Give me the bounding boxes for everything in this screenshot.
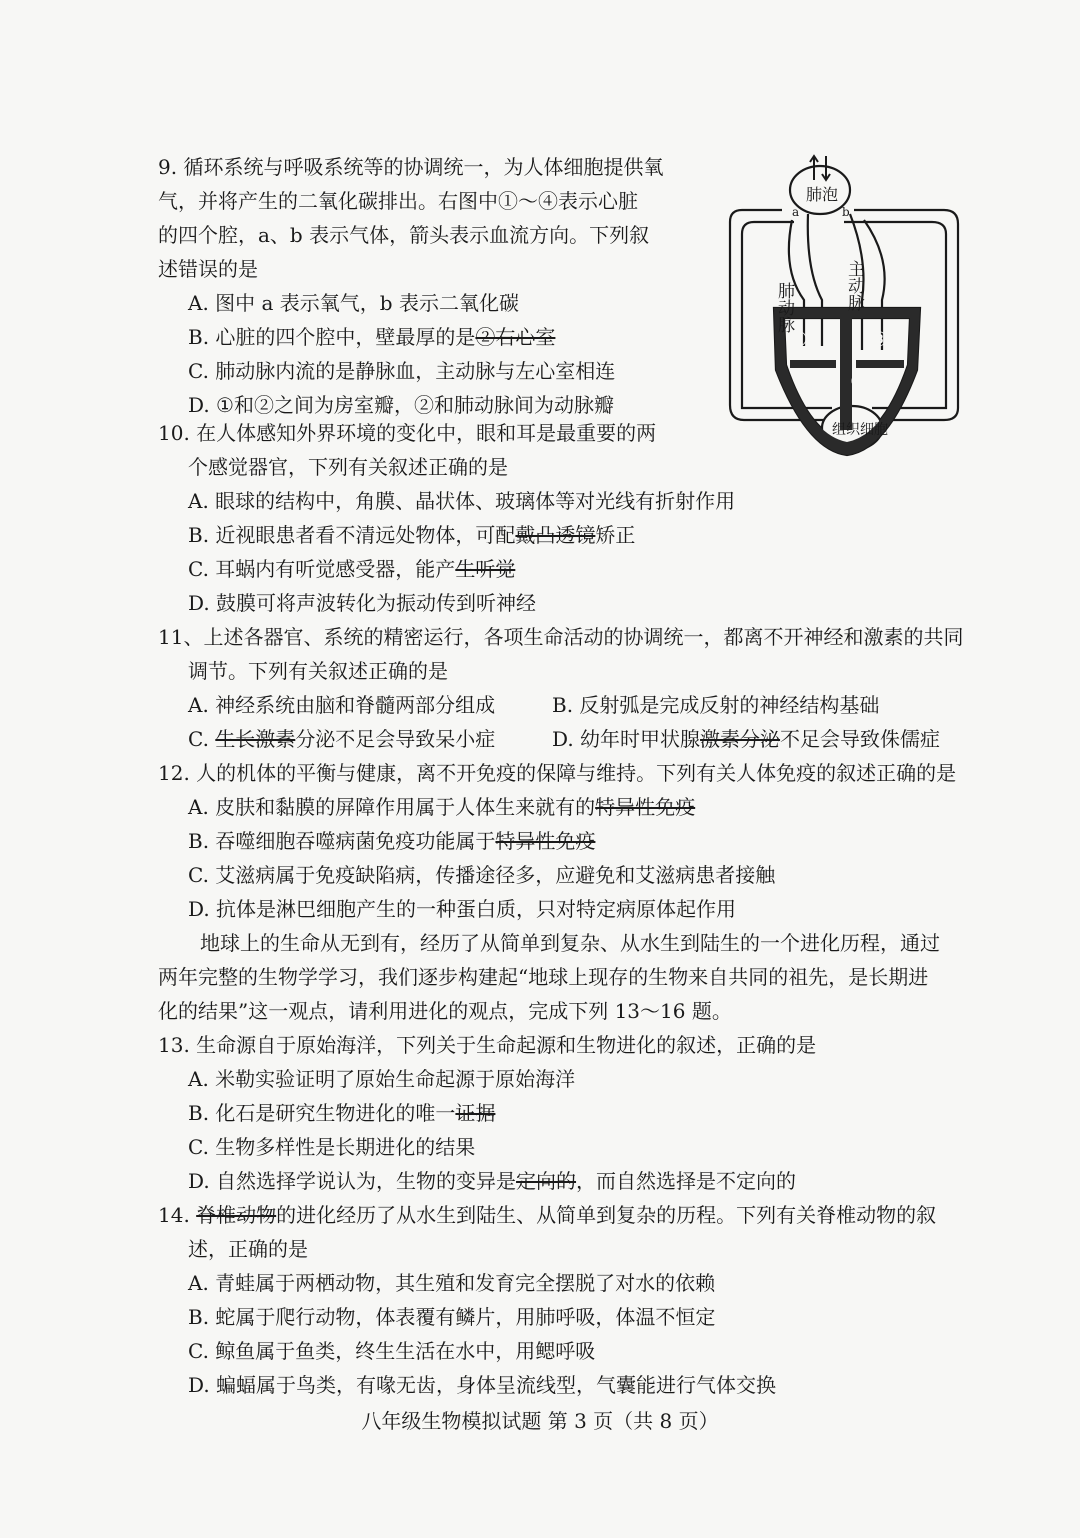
page-footer: 八年级生物模拟试题 第 3 页（共 8 页）	[361, 1409, 719, 1433]
q10-stem-line-1: 10. 在人体感知外界环境的变化中，眼和耳是最重要的两	[158, 421, 657, 445]
q13-option-d-struck: 定向的	[516, 1169, 577, 1193]
q9-option-b-struck: ②右心室	[475, 325, 556, 349]
q10-option-b-struck: 戴凸透镜	[515, 523, 596, 547]
pulmonary-artery-right	[808, 214, 822, 346]
intro-line-3: 化的结果”这一观点，请利用进化的观点，完成下列 13～16 题。	[158, 999, 732, 1023]
q12-option-a-text: A. 皮肤和黏膜的屏障作用属于人体生来就有的	[188, 795, 596, 819]
q14-option-d: D. 蝙蝠属于鸟类，有喙无齿，身体呈流线型，气囊能进行气体交换	[188, 1373, 777, 1397]
chamber-2-label: ②	[816, 373, 834, 397]
q13-option-b-struck: 证据	[455, 1101, 496, 1125]
q10-option-a: A. 眼球的结构中，角膜、晶状体、玻璃体等对光线有折射作用	[188, 489, 736, 513]
q11-option-d-struck: 激素分泌	[700, 727, 781, 751]
q11-option-d-text: D. 幼年时甲状腺	[552, 727, 701, 751]
heart-circulation-diagram	[712, 150, 982, 460]
alveolus-label: 肺泡	[806, 185, 839, 204]
q13-option-d-text: D. 自然选择学说认为，生物的变异是	[188, 1169, 517, 1193]
q10-option-b-tail: 矫正	[595, 523, 636, 547]
q9-option-d: D. ①和②之间为房室瓣，②和肺动脉间为动脉瓣	[188, 393, 614, 417]
q11-option-a: A. 神经系统由脑和脊髓两部分组成	[188, 693, 496, 717]
q11-option-d-tail: 不足会导致侏儒症	[780, 727, 941, 751]
q11-option-c	[188, 724, 495, 754]
q14-number: 14.	[158, 1203, 197, 1227]
q9-stem-line-4: 述错误的是	[158, 257, 258, 281]
aorta-label: 主动脉	[844, 260, 864, 311]
q13-option-c: C. 生物多样性是长期进化的结果	[188, 1135, 476, 1159]
left-valve	[790, 360, 836, 368]
gas-b-label: b	[842, 205, 850, 219]
chamber-4-label: ④	[850, 369, 868, 393]
q12-option-b-struck: 特异性免疫	[495, 829, 596, 853]
q14-stem-text: 的进化经历了从水生到陆生、从简单到复杂的历程。下列有关脊椎动物的叙	[276, 1203, 937, 1227]
q9-stem-line-3: 的四个腔，a、b 表示气体，箭头表示血流方向。下列叙	[158, 223, 650, 247]
q12-option-a-struck: 特异性免疫	[595, 795, 696, 819]
q9-option-b-text: B. 心脏的四个腔中，壁最厚的是	[188, 325, 476, 349]
q10-option-c	[188, 554, 515, 584]
q11-stem-line-1: 11、上述各器官、系统的精密运行，各项生命活动的协调统一，都离不开神经和激素的共同	[158, 625, 964, 649]
q13-option-d-tail: ，而自然选择是不定向的	[576, 1169, 797, 1193]
tissue-label: 组织细胞	[832, 422, 888, 438]
q12-option-a	[188, 792, 695, 822]
q11-option-c-text: C.	[188, 727, 216, 751]
q10-option-d: D. 鼓膜可将声波转化为振动传到听神经	[188, 591, 537, 615]
q9-option-a: A. 图中 a 表示氧气，b 表示二氧化碳	[188, 291, 519, 315]
intro-line-1: 地球上的生命从无到有，经历了从简单到复杂、从水生到陆生的一个进化历程，通过	[200, 931, 940, 955]
q14-stem-struck: 脊椎动物	[196, 1203, 277, 1227]
q13-option-d	[188, 1166, 796, 1196]
q11-option-c-tail: 分泌不足会导致呆小症	[295, 727, 496, 751]
q11-option-c-struck: 生长激素	[215, 727, 296, 751]
q9-stem-line-1: 9. 循环系统与呼吸系统等的协调统一，为人体细胞提供氧	[158, 155, 664, 179]
q12-option-d: D. 抗体是淋巴细胞产生的一种蛋白质，只对特定病原体起作用	[188, 897, 737, 921]
q14-stem-line-2: 述，正确的是	[188, 1237, 308, 1261]
q11-stem-line-2: 调节。下列有关叙述正确的是	[188, 659, 448, 683]
q12-option-c: C. 艾滋病属于免疫缺陷病，传播途径多，应避免和艾滋病患者接触	[188, 863, 776, 887]
q13-option-b	[188, 1098, 495, 1128]
pulmonary-artery-label: 肺动脉	[774, 282, 794, 333]
q14-stem-line-1	[158, 1200, 936, 1230]
q12-option-b-text: B. 吞噬细胞吞噬病菌免疫功能属于	[188, 829, 496, 853]
intro-line-2: 两年完整的生物学学习，我们逐步构建起“地球上现存的生物来自共同的祖先，是长期进	[158, 965, 929, 989]
q11-option-b: B. 反射弧是完成反射的神经结构基础	[552, 693, 880, 717]
right-valve	[856, 360, 904, 368]
q11-option-d	[552, 724, 940, 754]
q12-stem: 12. 人的机体的平衡与健康，离不开免疫的保障与维持。下列有关人体免疫的叙述正确的是	[158, 761, 957, 785]
q12-option-b	[188, 826, 595, 856]
q14-option-a: A. 青蛙属于两栖动物，其生殖和发育完全摆脱了对水的依赖	[188, 1271, 716, 1295]
chamber-1-label: ①	[790, 327, 808, 351]
q10-stem-line-2: 个感觉器官，下列有关叙述正确的是	[188, 455, 508, 479]
q13-stem: 13. 生命源自于原始海洋，下列关于生命起源和生物进化的叙述，正确的是	[158, 1033, 817, 1057]
q10-option-b	[188, 520, 635, 550]
q14-option-b: B. 蛇属于爬行动物，体表覆有鳞片，用肺呼吸，体温不恒定	[188, 1305, 716, 1329]
q9-option-b	[188, 322, 555, 352]
q10-option-b-text: B. 近视眼患者看不清远处物体，可配	[188, 523, 516, 547]
q9-stem-line-2: 气，并将产生的二氧化碳排出。右图中①～④表示心脏	[158, 189, 638, 213]
q13-option-a: A. 米勒实验证明了原始生命起源于原始海洋	[188, 1067, 576, 1091]
q10-option-c-struck: 生听觉	[455, 557, 516, 581]
chamber-3-label: ③	[870, 327, 888, 351]
q9-option-c: C. 肺动脉内流的是静脉血，主动脉与左心室相连	[188, 359, 616, 383]
gas-a-label: a	[792, 205, 800, 219]
q14-option-c: C. 鲸鱼属于鱼类，终生生活在水中，用鳃呼吸	[188, 1339, 596, 1363]
q10-option-c-text: C. 耳蜗内有听觉感受器，能产	[188, 557, 456, 581]
q13-option-b-text: B. 化石是研究生物进化的唯一	[188, 1101, 456, 1125]
